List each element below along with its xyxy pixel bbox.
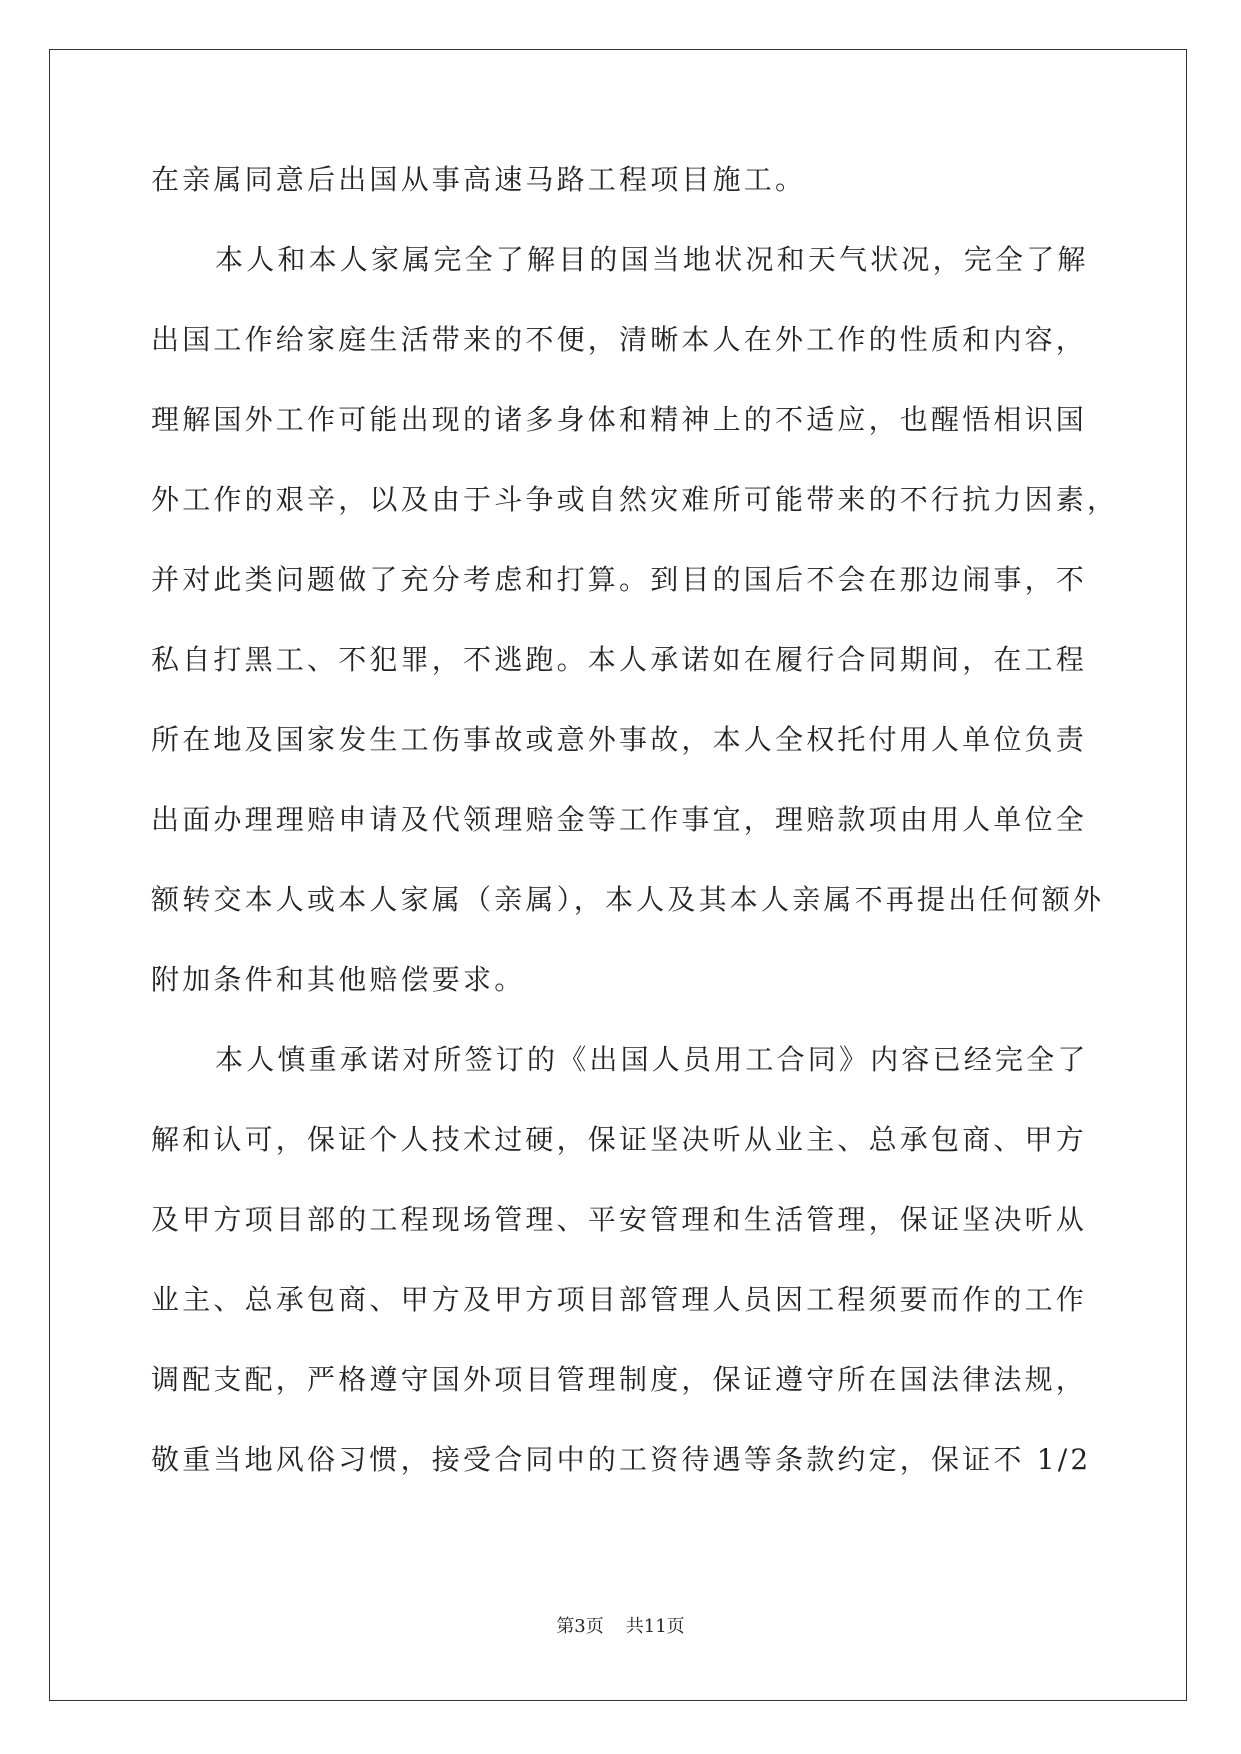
paragraph-start-line: 本人和本人家属完全了解目的国当地状况和天气状况，完全了解 — [215, 243, 1089, 276]
text-line: 并对此类问题做了充分考虑和打算。到目的国后不会在那边闹事，不 — [151, 563, 1088, 596]
text-line: 所在地及国家发生工伤事故或意外事故，本人全权托付用人单位负责 — [151, 723, 1088, 756]
page-number: 第3页 — [556, 1616, 604, 1637]
text-line: 理解国外工作可能出现的诸多身体和精神上的不适应，也醒悟相识国 — [151, 403, 1088, 436]
text-line: 外工作的艰辛，以及由于斗争或自然灾难所可能带来的不行抗力因素， — [151, 483, 1119, 516]
text-line: 附加条件和其他赔偿要求。 — [151, 963, 526, 996]
text-line: 解和认可，保证个人技术过硬，保证坚决听从业主、总承包商、甲方 — [151, 1123, 1088, 1156]
text-line: 及甲方项目部的工程现场管理、平安管理和生活管理，保证坚决听从 — [151, 1203, 1088, 1236]
text-line: 业主、总承包商、甲方及甲方项目部管理人员因工程须要而作的工作 — [151, 1283, 1088, 1316]
page-footer — [0, 1612, 1241, 1638]
text-line: 敬重当地风俗习惯，接受合同中的工资待遇等条款约定，保证不 1/2 — [151, 1443, 1092, 1476]
document-body — [151, 160, 1119, 1520]
paragraph-start-line: 本人慎重承诺对所签订的《出国人员用工合同》内容已经完全了 — [215, 1043, 1089, 1076]
text-line: 在亲属同意后出国从事高速马路工程项目施工。 — [151, 163, 807, 196]
text-line: 调配支配，严格遵守国外项目管理制度，保证遵守所在国法律法规， — [151, 1363, 1088, 1396]
text-line: 额转交本人或本人家属（亲属），本人及其本人亲属不再提出任何额外 — [151, 883, 1105, 916]
text-line: 出面办理理赔申请及代领理赔金等工作事宜，理赔款项由用人单位全 — [151, 803, 1088, 836]
text-line: 出国工作给家庭生活带来的不便，清晰本人在外工作的性质和内容， — [151, 323, 1088, 356]
text-line: 私自打黑工、不犯罪，不逃跑。本人承诺如在履行合同期间，在工程 — [151, 643, 1088, 676]
total-pages: 共11页 — [625, 1616, 685, 1637]
